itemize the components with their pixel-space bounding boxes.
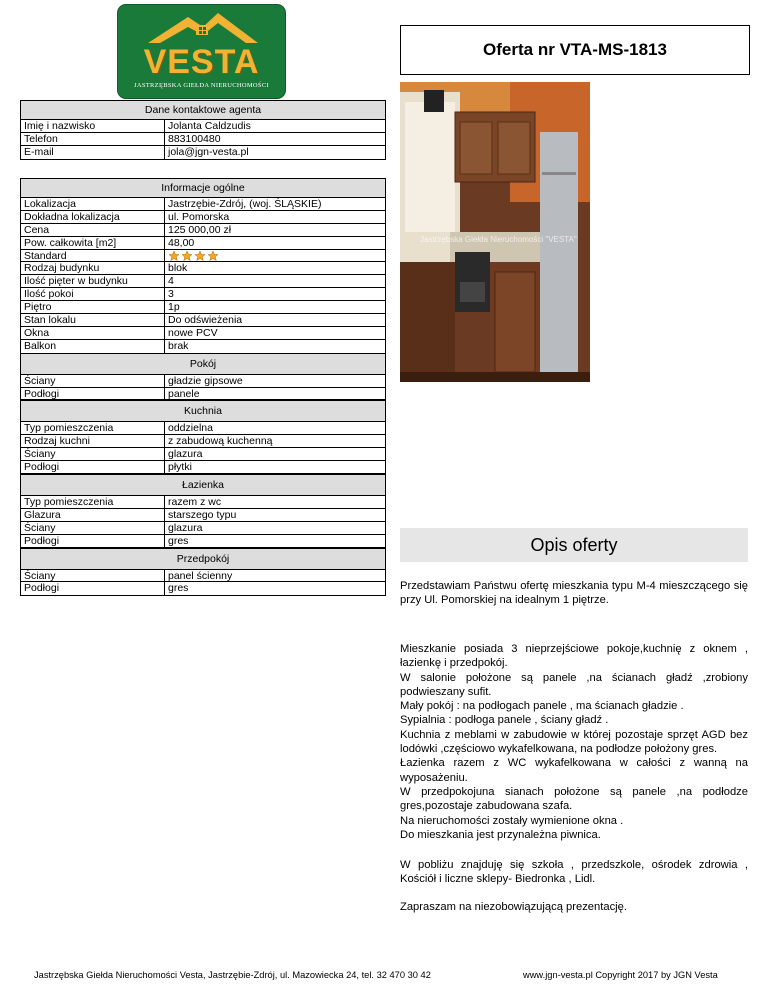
info-row [21, 496, 385, 509]
logo-tagline: JASTRZĘBSKA GIEŁDA NIERUCHOMOŚCI [134, 82, 269, 89]
info-row [21, 388, 385, 401]
logo-brand: VESTA [143, 43, 260, 81]
contact-row [21, 133, 385, 146]
info-value: 3 [165, 288, 385, 301]
info-key: Okna [21, 327, 165, 340]
contact-key: Imię i nazwisko [21, 120, 165, 133]
info-row [21, 435, 385, 448]
info-key: Ściany [21, 448, 165, 461]
general-info-title: Informacje ogólne [21, 179, 385, 198]
info-row [21, 570, 385, 583]
info-key: Podłogi [21, 582, 165, 595]
info-value: z zabudową kuchenną [165, 435, 385, 448]
info-row [21, 224, 385, 237]
contact-row [21, 120, 385, 133]
contact-key: Telefon [21, 133, 165, 146]
contact-value: jola@jgn-vesta.pl [168, 145, 249, 158]
vesta-logo [118, 5, 285, 98]
info-key: Glazura [21, 509, 165, 522]
contact-panel-title: Dane kontaktowe agenta [21, 101, 385, 120]
info-key: Ściany [21, 375, 165, 388]
general-rows [21, 198, 385, 353]
contact-panel [20, 100, 386, 160]
info-key: Ściany [21, 522, 165, 535]
footer-address: Jastrzębska Giełda Nieruchomości Vesta, Jastrzębie-Zdrój, ul. Mazowiecka 24, tel. 32 470 30 42 [34, 970, 431, 980]
property-photo [400, 82, 590, 382]
description-title: Opis oferty [400, 528, 748, 562]
info-value: Do odświeżenia [165, 314, 385, 327]
info-row [21, 509, 385, 522]
info-key: Typ pomieszczenia [21, 496, 165, 509]
star-rating [168, 250, 219, 262]
info-value: ul. Pomorska [165, 211, 385, 224]
info-value: panel ścienny [165, 570, 385, 583]
info-value: płytki [165, 461, 385, 474]
info-row [21, 522, 385, 535]
info-value: blok [165, 262, 385, 275]
info-key: Balkon [21, 340, 165, 353]
info-key: Ilość pięter w budynku [21, 275, 165, 288]
section-title-lazienka: Łazienka [21, 474, 385, 496]
info-row [21, 250, 385, 263]
description-paragraph: Przedstawiam Państwu ofertę mieszkania typu M-4 mieszczącego się przy Ul. Pomorskiej na idealnym 1 piętrze. [400, 580, 748, 607]
info-row [21, 288, 385, 301]
section-title-pokoj: Pokój [21, 353, 385, 375]
info-value: panele [165, 388, 385, 401]
info-key: Stan lokalu [21, 314, 165, 327]
general-info-panel [20, 178, 386, 596]
info-row [21, 422, 385, 435]
info-value: 48,00 [165, 237, 385, 250]
info-key: Ściany [21, 570, 165, 583]
info-key: Podłogi [21, 461, 165, 474]
star-icon [181, 250, 193, 262]
star-icon [207, 250, 219, 262]
info-key: Ilość pokoi [21, 288, 165, 301]
info-key: Lokalizacja [21, 198, 165, 211]
info-key: Rodzaj budynku [21, 262, 165, 275]
info-row [21, 340, 385, 353]
info-key: Piętro [21, 301, 165, 314]
info-value: 4 [165, 275, 385, 288]
info-key: Rodzaj kuchni [21, 435, 165, 448]
info-row [21, 327, 385, 340]
info-row [21, 262, 385, 275]
standard-rating [165, 250, 385, 263]
star-icon [194, 250, 206, 262]
info-value: Jastrzębie-Zdrój, (woj. ŚLĄSKIE) [165, 198, 385, 211]
info-value: brak [168, 339, 189, 352]
info-row [21, 301, 385, 314]
contact-value: Jolanta Caldzudis [165, 120, 385, 133]
info-value: 125 000,00 zł [165, 224, 385, 237]
photo-watermark: Jastrzębska Giełda Nieruchomości "VESTA" [420, 235, 577, 244]
info-row [21, 375, 385, 388]
offer-title: Oferta nr VTA-MS-1813 [400, 25, 750, 75]
info-value: razem z wc [165, 496, 385, 509]
star-icon [168, 250, 180, 262]
description-paragraph: Zapraszam na niezobowiązującą prezentację. [400, 901, 627, 913]
info-value: nowe PCV [165, 327, 385, 340]
info-value: glazura [165, 522, 385, 535]
info-key: Podłogi [21, 388, 165, 401]
info-key: Typ pomieszczenia [21, 422, 165, 435]
info-row [21, 461, 385, 474]
footer-copyright: www.jgn-vesta.pl Copyright 2017 by JGN Vesta [523, 970, 718, 980]
info-row [21, 237, 385, 250]
contact-key: E-mail [21, 146, 165, 159]
info-key: Standard [21, 250, 165, 263]
info-row [21, 535, 385, 548]
info-row [21, 211, 385, 224]
section-title-przedpokoj: Przedpokój [21, 548, 385, 570]
info-value: starszego typu [165, 509, 385, 522]
info-value: gres [165, 535, 385, 548]
contact-row [21, 146, 385, 159]
description-paragraph: Mieszkanie posiada 3 nieprzejściowe pokoje,kuchnię z oknem , łazienkę i przedpokój. W salonie położone są panele ,na ścianach gładź ,zrobiony podwieszany sufit. Mały pokój : na podłogach panele , ma ścianach gładzie . Sypialnia : podłoga panele , ściany gładź . Kuchnia z meblami w zabudowie w której pozostaje sprzęt AGD bez lodówki ,częściowo wykafelkowana, na podłodze położony gres. Łazienka razem z WC wykafelkowana w całości z wanną na wyposażeniu. W przedpokojuna sianach położone są panele ,na podłodze gres,pozostaje zabudowana szafa. Na nieruchomości zostały wymienione okna . Do mieszkania jest przynależna piwnica. [400, 643, 748, 841]
section-title-kuchnia: Kuchnia [21, 400, 385, 422]
description-paragraph: W pobliżu znajduję się szkoła , przedszkole, ośrodek zdrowia , Kościół i liczne sklepy- Biedronka , Lidl. [400, 859, 748, 886]
info-row [21, 448, 385, 461]
info-value: glazura [165, 448, 385, 461]
contact-value: 883100480 [165, 133, 385, 146]
info-row [21, 582, 385, 595]
info-value: gładzie gipsowe [165, 375, 385, 388]
info-row [21, 314, 385, 327]
info-key: Pow. całkowita [m2] [21, 237, 165, 250]
info-key: Cena [21, 224, 165, 237]
info-row [21, 198, 385, 211]
kitchen-photo-image [400, 82, 590, 382]
info-row [21, 275, 385, 288]
info-value: 1p [165, 301, 385, 314]
info-key: Dokładna lokalizacja [21, 211, 165, 224]
info-value: gres [168, 582, 189, 595]
info-value: oddzielna [165, 422, 385, 435]
info-key: Podłogi [21, 535, 165, 548]
